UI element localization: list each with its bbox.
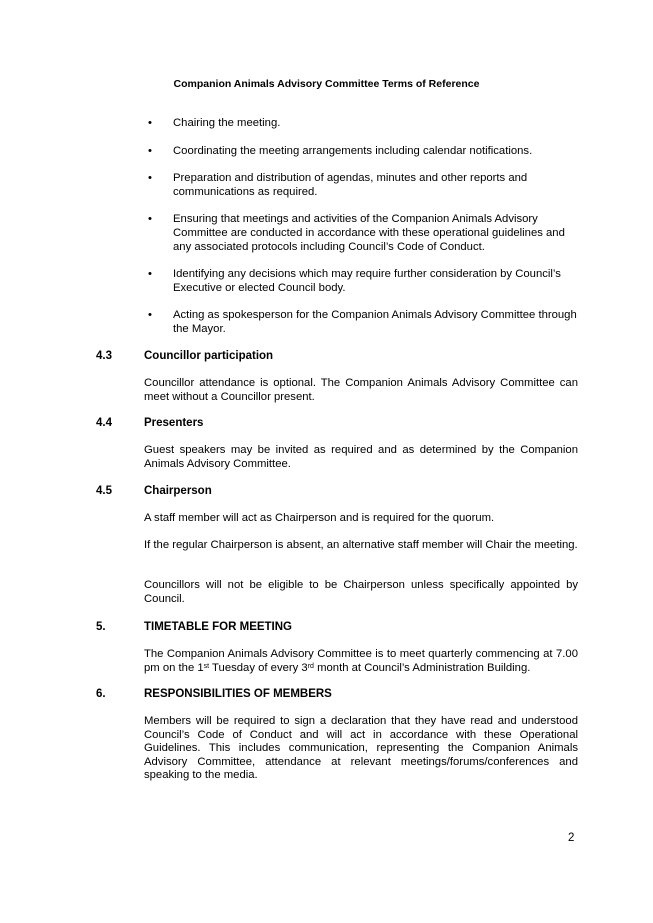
section-title: Councillor participation bbox=[144, 350, 274, 362]
paragraph: Councillor attendance is optional. The Companion Animals Advisory Committee can meet without a Councillor present. bbox=[144, 377, 578, 403]
section-title: TIMETABLE FOR MEETING bbox=[144, 621, 293, 633]
section-number: 4.5 bbox=[96, 485, 112, 497]
bullet-icon: • bbox=[148, 213, 152, 226]
bullet-icon: • bbox=[148, 117, 152, 129]
chair-duties-list bbox=[148, 117, 578, 351]
section-title: Presenters bbox=[144, 417, 204, 429]
bullet-icon: • bbox=[148, 144, 152, 157]
list-item: • Preparation and distribution of agendas, minutes and other reports and communications as required. bbox=[148, 172, 528, 198]
paragraph: The Companion Animals Advisory Committee is to meet quarterly commencing at 7.00 pm on the 1st Tuesday of every 3rd month at Council’s Administration Building. bbox=[144, 648, 578, 674]
page-header: Companion Animals Advisory Committee Terms of Reference bbox=[173, 78, 480, 90]
paragraph: Councillors will not be eligible to be Chairperson unless specifically appointed by Council. bbox=[144, 579, 578, 605]
section-number: 6. bbox=[96, 688, 106, 700]
bullet-icon: • bbox=[148, 268, 152, 281]
section-number: 4.4 bbox=[96, 417, 112, 429]
bullet-icon: • bbox=[148, 172, 152, 185]
bullet-icon: • bbox=[148, 309, 152, 322]
list-item: • Chairing the meeting. bbox=[148, 117, 281, 129]
page-number: 2 bbox=[568, 832, 575, 844]
section-number: 4.3 bbox=[96, 350, 112, 362]
paragraph: If the regular Chairperson is absent, an alternative staff member will Chair the meeting. bbox=[144, 539, 578, 551]
section-title: RESPONSIBILITIES OF MEMBERS bbox=[144, 688, 332, 700]
paragraph: Members will be required to sign a declaration that they have read and understood Council’s Code of Conduct and will act in accordance with these Operational Guidelines. This includes communication, representing the Companion Animals Advisory Committee, attendance at relevant meetings/forums/conferences and speaking to the media. bbox=[144, 715, 578, 782]
list-item: • Coordinating the meeting arrangements including calendar notifications. bbox=[148, 144, 533, 157]
list-item: • Acting as spokesperson for the Companion Animals Advisory Committee through the Mayor. bbox=[148, 309, 577, 335]
paragraph: Guest speakers may be invited as required and as determined by the Companion Animals Advisory Committee. bbox=[144, 444, 578, 470]
list-item: • Ensuring that meetings and activities of the Companion Animals Advisory Committee are conducted in accordance with these operational guidelines and any associated protocols including Council’s Code of Conduct. bbox=[148, 213, 565, 253]
list-item: • Identifying any decisions which may require further consideration by Council’s Executive or elected Council body. bbox=[148, 268, 561, 294]
section-number: 5. bbox=[96, 621, 106, 633]
paragraph: A staff member will act as Chairperson and is required for the quorum. bbox=[144, 512, 495, 524]
section-title: Chairperson bbox=[144, 485, 212, 497]
